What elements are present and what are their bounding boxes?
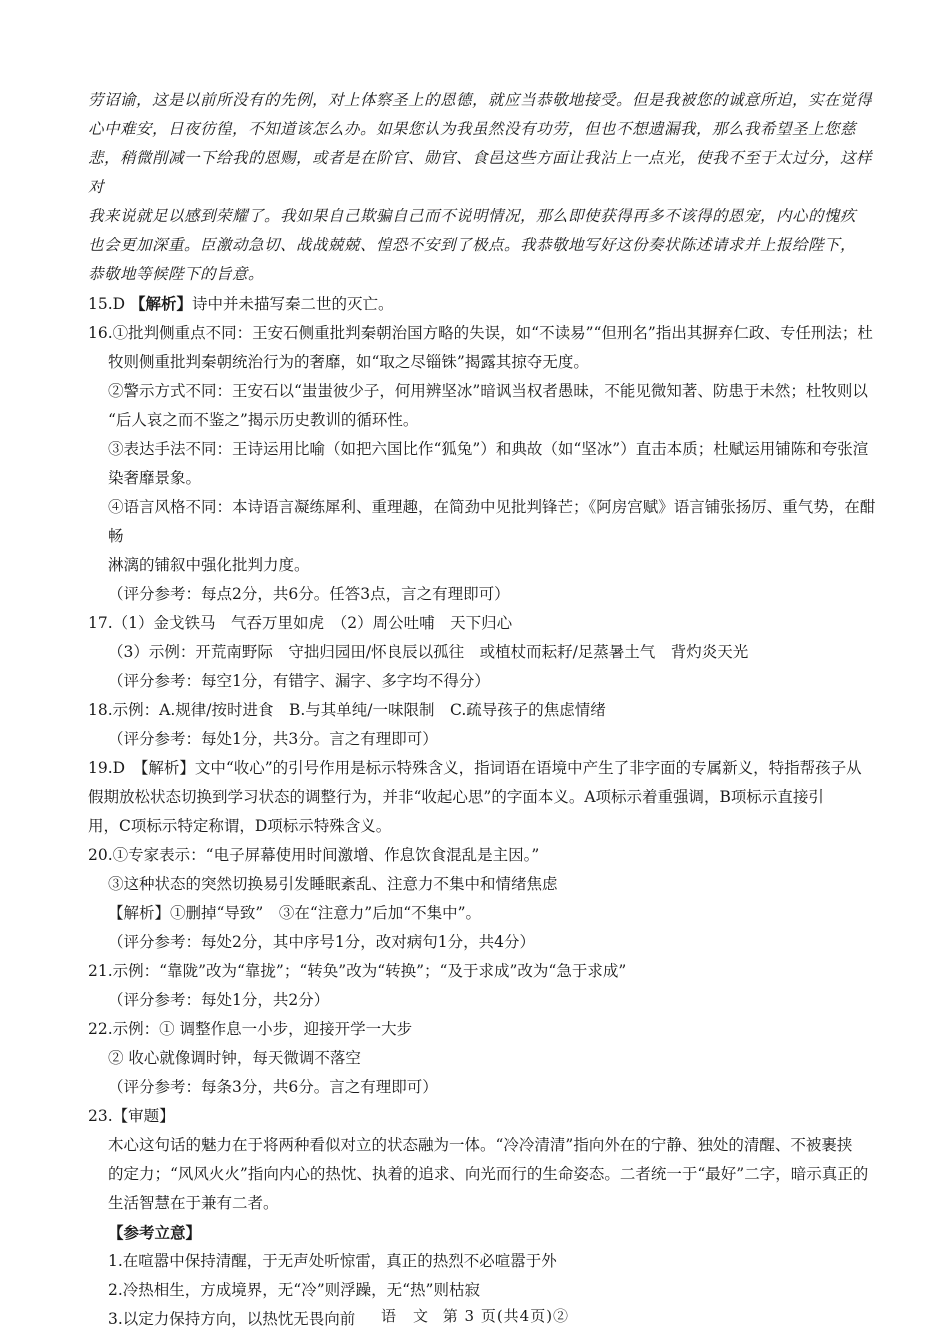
- q15-number: 15.D: [88, 295, 126, 313]
- q22-line: 22.示例：① 调整作息一小步，迎接开学一大步: [88, 1020, 413, 1038]
- q21-scoring: （评分参考：每处1分，共2分）: [108, 991, 330, 1009]
- q22-answer: [88, 1015, 884, 1102]
- translation-line: 悲，稍微削减一下给我的恩赐，或者是在阶官、勋官、食邑这些方面让我沾上一点光，使我不至于太过分，这样对: [88, 149, 873, 196]
- translation-line: 我来说就足以感到荣耀了。我如果自己欺骗自己而不说明情况，那么即使获得再多不该得的恩宠，内心的愧疚: [88, 207, 857, 225]
- translation-block: [88, 86, 884, 289]
- q16-line: “后人哀之而不鉴之”揭示历史教训的循环性。: [108, 411, 419, 429]
- q16-line: ③表达手法不同：王诗运用比喻（如把六国比作“狐兔”）和典故（如“坚冰”）直击本质；杜赋运用铺陈和夸张渲: [108, 440, 869, 458]
- q23-analysis-line: 的定力；“风风火火”指向内心的热忱、执着的追求、向光而行的生命姿态。二者统一于“最好”二字，暗示真正的: [108, 1165, 869, 1183]
- page-footer: [0, 1305, 950, 1326]
- translation-line: 劳诏谕，这是以前所没有的先例，对上体察圣上的恩德，就应当恭敬地接受。但是我被您的诚意所迫，实在觉得: [88, 91, 873, 109]
- q20-answer: [88, 841, 884, 957]
- q16-line: 牧则侧重批判秦朝统治行为的奢靡，如“取之尽锱铢”揭露其掠夺无度。: [108, 353, 589, 371]
- footer-subject: 语 文: [380, 1307, 429, 1325]
- q23-answer: [88, 1102, 884, 1334]
- q23-analysis-line: 木心这句话的魅力在于将两种看似对立的状态融为一体。“冷冷清清”指向外在的宁静、独处的清醒、不被裹挟: [108, 1136, 853, 1154]
- q20-scoring: （评分参考：每处2分，其中序号1分，改对病句1分，共4分）: [108, 933, 535, 951]
- q16-line: ②警示方式不同：王安石以“蚩蚩彼少子，何用辨坚冰”暗讽当权者愚昧，不能见微知著、防患于未然；杜牧则以: [108, 382, 868, 400]
- q20-analysis: 【解析】①删掉“导致” ③在“注意力”后加“不集中”。: [108, 904, 482, 922]
- q22-scoring: （评分参考：每条3分，共6分。言之有理即可）: [108, 1078, 438, 1096]
- q23-analysis-line: 生活智慧在于兼有二者。: [108, 1194, 279, 1212]
- q22-line: ② 收心就像调时钟，每天微调不落空: [108, 1049, 361, 1067]
- q17-answer: [88, 609, 884, 696]
- q19-line: 用，C项标示特定称谓，D项标示特殊含义。: [88, 817, 392, 835]
- q21-answer: [88, 957, 884, 1015]
- q23-ref-item: 2.冷热相生，方成境界，无“冷”则浮躁，无“热”则枯寂: [108, 1281, 480, 1299]
- q15-tag: 【解析】: [130, 294, 193, 313]
- q16-answer: [88, 319, 884, 609]
- q16-line: ④语言风格不同：本诗语言凝练犀利、重理趣，在简劲中见批判锋芒；《阿房宫赋》语言铺张扬厉、重气势，在酣畅: [108, 498, 876, 545]
- q23-heading: 23.【审题】: [88, 1107, 175, 1125]
- q16-line: 染奢靡景象。: [108, 469, 202, 487]
- answer-content: [88, 86, 884, 1334]
- q16-line: 淋漓的铺叙中强化批判力度。: [108, 556, 310, 574]
- q15-text: 诗中并未描写秦二世的灭亡。: [192, 295, 394, 313]
- q17-line: （3）示例：开荒南野际 守拙归园田/怀良辰以孤往 或植杖而耘耔/足蒸暑土气 背灼炎天光: [108, 643, 749, 661]
- q15-answer: [88, 289, 884, 319]
- q16-line: 16.①批判侧重点不同：王安石侧重批判秦朝治国方略的失误，如“不读易”“但刑名”指出其摒弃仁政、专任刑法；杜: [88, 324, 873, 342]
- q17-line: 17.（1）金戈铁马 气吞万里如虎 （2）周公吐哺 天下归心: [88, 614, 513, 632]
- q19-line: 19.D 【解析】文中“收心”的引号作用是标示特殊含义，指词语在语境中产生了非字面的专属新义，特指帮孩子从: [88, 759, 862, 777]
- q18-scoring: （评分参考：每处1分，共3分。言之有理即可）: [108, 730, 438, 748]
- q23-ref-item: 1.在喧嚣中保持清醒，于无声处听惊雷，真正的热烈不必喧嚣于外: [108, 1252, 557, 1270]
- q23-ref-item: 3.以定力保持方向，以热忱无畏向前: [108, 1310, 356, 1328]
- footer-page-number: 第 3 页(共4页)②: [442, 1307, 570, 1325]
- q23-ref-title: 【参考立意】: [108, 1223, 202, 1242]
- translation-line: 心中难安，日夜彷徨，不知道该怎么办。如果您认为我虽然没有功劳，但也不想遗漏我，那么我希望圣上您慈: [88, 120, 857, 138]
- q20-line: ③这种状态的突然切换易引发睡眠紊乱、注意力不集中和情绪焦虑: [108, 875, 558, 893]
- q21-line: 21.示例：“靠陇”改为“靠拢”；“转奂”改为“转换”；“及于求成”改为“急于求成”: [88, 962, 627, 980]
- q18-line: 18.示例：A.规律/按时进食 B.与其单纯/一味限制 C.疏导孩子的焦虑情绪: [88, 701, 606, 719]
- translation-line: 恭敬地等候陛下的旨意。: [88, 265, 265, 283]
- q19-line: 假期放松状态切换到学习状态的调整行为，并非“收起心思”的字面本义。A项标示着重强调，B项标示直接引: [88, 788, 824, 806]
- q17-scoring: （评分参考：每空1分，有错字、漏字、多字均不得分）: [108, 672, 490, 690]
- q16-scoring: （评分参考：每点2分，共6分。任答3点，言之有理即可）: [108, 585, 510, 603]
- translation-line: 也会更加深重。臣激动急切、战战兢兢、惶恐不安到了极点。我恭敬地写好这份奏状陈述请求并上报给陛下，: [88, 236, 857, 254]
- q20-line: 20.①专家表示：“电子屏幕使用时间激增、作息饮食混乱是主因。”: [88, 846, 540, 864]
- q18-answer: [88, 696, 884, 754]
- q19-answer: [88, 754, 884, 841]
